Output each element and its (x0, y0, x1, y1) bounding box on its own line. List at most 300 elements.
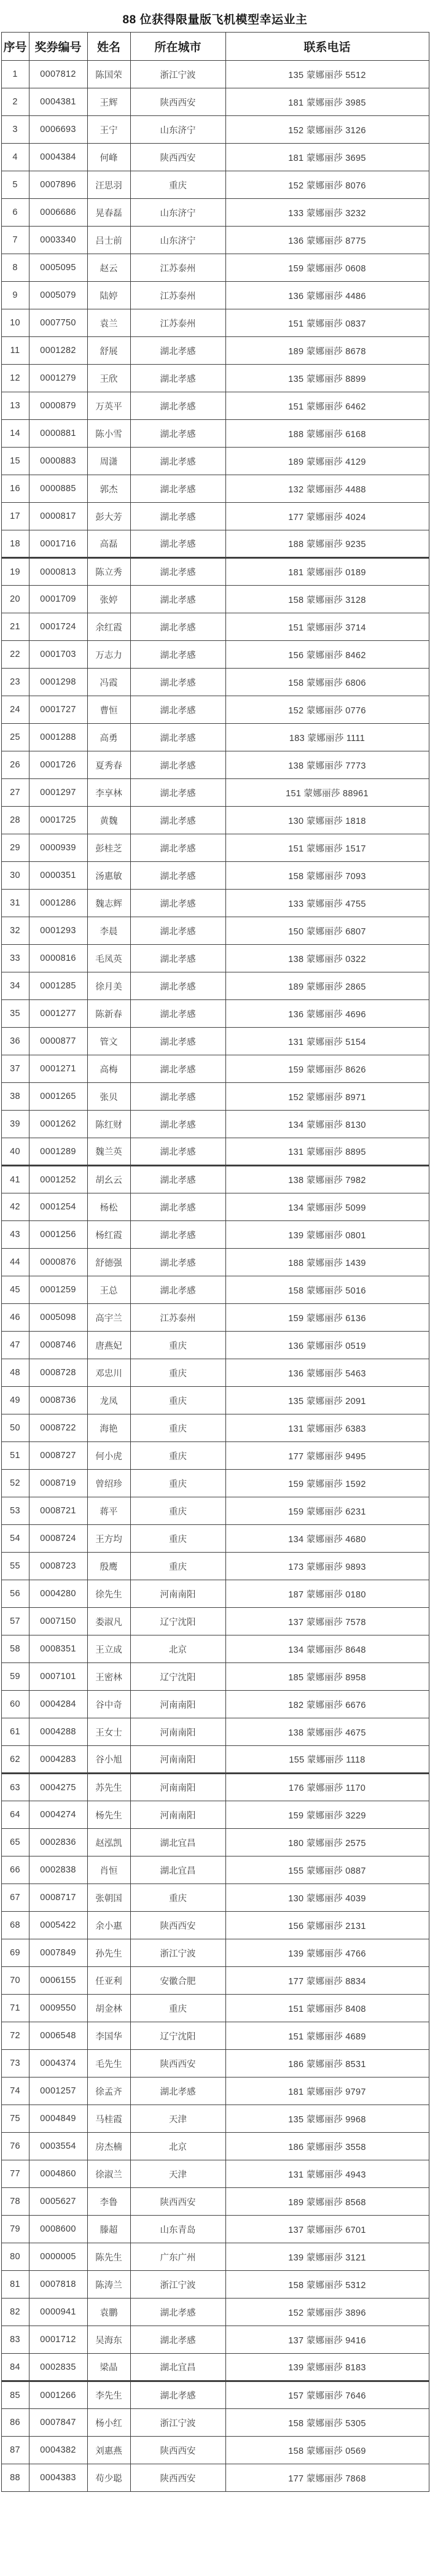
cell-phone: 188 蒙娜丽莎 6168 (225, 420, 429, 448)
cell-phone: 151 蒙娜丽莎 4689 (225, 2022, 429, 2050)
cell-phone: 134 蒙娜丽莎 8648 (225, 1635, 429, 1663)
cell-city: 湖北孝感 (130, 392, 225, 420)
cell-name: 李晨 (87, 917, 130, 945)
cell-city: 湖北孝感 (130, 972, 225, 1000)
cell-name: 高磊 (87, 530, 130, 558)
cell-city: 湖北孝感 (130, 669, 225, 696)
cell-name: 谷中奇 (87, 1691, 130, 1718)
cell-index: 32 (1, 917, 29, 945)
cell-index: 71 (1, 1995, 29, 2022)
cell-name: 余小惠 (87, 1912, 130, 1939)
table-row (1, 2105, 429, 2133)
table-row (1, 2437, 429, 2464)
cell-phone: 189 蒙娜丽莎 8678 (225, 337, 429, 365)
cell-index: 14 (1, 420, 29, 448)
winners-table (1, 32, 429, 2492)
cell-name: 王欣 (87, 365, 130, 392)
cell-phone: 159 蒙娜丽莎 1592 (225, 1470, 429, 1497)
cell-name: 毛凤英 (87, 945, 130, 972)
table-row (1, 1829, 429, 1856)
cell-city: 湖北孝感 (130, 1111, 225, 1138)
cell-name: 杨松 (87, 1193, 130, 1221)
cell-index: 11 (1, 337, 29, 365)
table-row (1, 309, 429, 337)
cell-ticket-number: 0009550 (29, 1995, 87, 2022)
cell-phone: 189 蒙娜丽莎 8568 (225, 2188, 429, 2216)
cell-name: 袁兰 (87, 309, 130, 337)
cell-ticket-number: 0008600 (29, 2216, 87, 2243)
cell-index: 2 (1, 88, 29, 116)
cell-ticket-number: 0001252 (29, 1166, 87, 1193)
cell-index: 47 (1, 1332, 29, 1359)
cell-ticket-number: 0001285 (29, 972, 87, 1000)
cell-name: 何峰 (87, 144, 130, 171)
cell-index: 88 (1, 2464, 29, 2492)
cell-name: 滕超 (87, 2216, 130, 2243)
cell-index: 46 (1, 1304, 29, 1332)
cell-phone: 152 蒙娜丽莎 3126 (225, 116, 429, 144)
cell-ticket-number: 0001725 (29, 807, 87, 834)
cell-name: 任亚利 (87, 1967, 130, 1995)
cell-ticket-number: 0005098 (29, 1304, 87, 1332)
cell-name: 魏志辉 (87, 890, 130, 917)
cell-phone: 177 蒙娜丽莎 4024 (225, 503, 429, 530)
cell-city: 湖北孝感 (130, 2326, 225, 2354)
cell-name: 高宇兰 (87, 1304, 130, 1332)
cell-name: 王辉 (87, 88, 130, 116)
cell-phone: 186 蒙娜丽莎 8531 (225, 2050, 429, 2077)
cell-phone: 135 蒙娜丽莎 2091 (225, 1387, 429, 1414)
table-row (1, 282, 429, 309)
cell-index: 54 (1, 1525, 29, 1553)
cell-city: 浙江宁波 (130, 1939, 225, 1967)
cell-city: 湖北孝感 (130, 917, 225, 945)
cell-index: 12 (1, 365, 29, 392)
cell-ticket-number: 0005079 (29, 282, 87, 309)
cell-name: 张贝 (87, 1083, 130, 1111)
cell-index: 57 (1, 1608, 29, 1635)
cell-city: 重庆 (130, 1525, 225, 1553)
cell-ticket-number: 0007150 (29, 1608, 87, 1635)
cell-index: 16 (1, 475, 29, 503)
cell-index: 29 (1, 834, 29, 862)
cell-index: 20 (1, 586, 29, 613)
page-title-bar (0, 0, 430, 32)
cell-city: 陕西西安 (130, 2437, 225, 2464)
cell-name: 徐月美 (87, 972, 130, 1000)
cell-ticket-number: 0000881 (29, 420, 87, 448)
cell-phone: 156 蒙娜丽莎 8462 (225, 641, 429, 669)
cell-name: 王方均 (87, 1525, 130, 1553)
cell-phone: 181 蒙娜丽莎 9797 (225, 2077, 429, 2105)
cell-phone: 151 蒙娜丽莎 8408 (225, 1995, 429, 2022)
table-row (1, 558, 429, 586)
header-row (1, 33, 429, 61)
cell-name: 杨小红 (87, 2409, 130, 2437)
cell-index: 67 (1, 1884, 29, 1912)
cell-phone: 137 蒙娜丽莎 6701 (225, 2216, 429, 2243)
cell-name: 夏秀春 (87, 751, 130, 779)
cell-index: 7 (1, 227, 29, 254)
cell-name: 高勇 (87, 724, 130, 751)
cell-city: 北京 (130, 2133, 225, 2160)
table-row (1, 807, 429, 834)
cell-city: 陕西西安 (130, 88, 225, 116)
table-row (1, 144, 429, 171)
cell-name: 赵云 (87, 254, 130, 282)
cell-city: 江苏泰州 (130, 282, 225, 309)
cell-index: 73 (1, 2050, 29, 2077)
table-row (1, 1691, 429, 1718)
cell-city: 重庆 (130, 1359, 225, 1387)
cell-city: 江苏泰州 (130, 254, 225, 282)
cell-index: 55 (1, 1553, 29, 1580)
cell-city: 湖北孝感 (130, 1028, 225, 1055)
cell-name: 肖恒 (87, 1856, 130, 1884)
cell-ticket-number: 0002836 (29, 1829, 87, 1856)
cell-ticket-number: 0004381 (29, 88, 87, 116)
cell-phone: 159 蒙娜丽莎 3229 (225, 1801, 429, 1829)
cell-city: 湖北孝感 (130, 641, 225, 669)
table-row (1, 475, 429, 503)
cell-index: 60 (1, 1691, 29, 1718)
cell-phone: 130 蒙娜丽莎 1818 (225, 807, 429, 834)
page-title: 88 位获得限量版飞机模型幸运业主 (122, 13, 308, 26)
cell-name: 余红霞 (87, 613, 130, 641)
table-row (1, 1276, 429, 1304)
cell-ticket-number: 0001259 (29, 1276, 87, 1304)
cell-phone: 138 蒙娜丽莎 7773 (225, 751, 429, 779)
column-header-name: 姓名 (87, 33, 130, 61)
cell-city: 湖北孝感 (130, 1166, 225, 1193)
cell-city: 广东广州 (130, 2243, 225, 2271)
table-row (1, 972, 429, 1000)
cell-city: 江苏泰州 (130, 1304, 225, 1332)
cell-city: 重庆 (130, 1470, 225, 1497)
cell-phone: 158 蒙娜丽莎 5312 (225, 2271, 429, 2299)
cell-phone: 152 蒙娜丽莎 0776 (225, 696, 429, 724)
table-row (1, 1028, 429, 1055)
cell-name: 晃春磊 (87, 199, 130, 227)
cell-city: 湖北孝感 (130, 448, 225, 475)
cell-name: 张朝国 (87, 1884, 130, 1912)
column-header-city: 所在城市 (130, 33, 225, 61)
cell-ticket-number: 0000005 (29, 2243, 87, 2271)
cell-ticket-number: 0007818 (29, 2271, 87, 2299)
winners-table-body (1, 61, 429, 2492)
cell-index: 84 (1, 2354, 29, 2381)
cell-city: 湖北孝感 (130, 1083, 225, 1111)
cell-name: 李先生 (87, 2381, 130, 2409)
cell-index: 31 (1, 890, 29, 917)
cell-ticket-number: 0001254 (29, 1193, 87, 1221)
cell-name: 胡金林 (87, 1995, 130, 2022)
cell-ticket-number: 0004274 (29, 1801, 87, 1829)
cell-ticket-number: 0001298 (29, 669, 87, 696)
cell-phone: 136 蒙娜丽莎 4486 (225, 282, 429, 309)
cell-phone: 177 蒙娜丽莎 7868 (225, 2464, 429, 2492)
cell-phone: 131 蒙娜丽莎 6383 (225, 1414, 429, 1442)
cell-phone: 138 蒙娜丽莎 0322 (225, 945, 429, 972)
cell-name: 李享林 (87, 779, 130, 807)
cell-index: 15 (1, 448, 29, 475)
cell-name: 谷小旭 (87, 1746, 130, 1774)
cell-phone: 180 蒙娜丽莎 2575 (225, 1829, 429, 1856)
cell-index: 86 (1, 2409, 29, 2437)
cell-city: 湖北孝感 (130, 724, 225, 751)
cell-city: 重庆 (130, 1497, 225, 1525)
cell-city: 湖北孝感 (130, 945, 225, 972)
cell-ticket-number: 0006155 (29, 1967, 87, 1995)
cell-index: 52 (1, 1470, 29, 1497)
table-row (1, 779, 429, 807)
cell-index: 85 (1, 2381, 29, 2409)
cell-index: 37 (1, 1055, 29, 1083)
cell-name: 曾绍珍 (87, 1470, 130, 1497)
cell-name: 赵泓凯 (87, 1829, 130, 1856)
cell-index: 68 (1, 1912, 29, 1939)
cell-phone: 158 蒙娜丽莎 0569 (225, 2437, 429, 2464)
column-header-ticket: 奖券编号 (29, 33, 87, 61)
cell-name: 陈先生 (87, 2243, 130, 2271)
cell-name: 李鲁 (87, 2188, 130, 2216)
cell-city: 湖北孝感 (130, 1276, 225, 1304)
cell-city: 湖北孝感 (130, 751, 225, 779)
cell-index: 78 (1, 2188, 29, 2216)
cell-index: 4 (1, 144, 29, 171)
cell-city: 湖北宜昌 (130, 1829, 225, 1856)
cell-phone: 181 蒙娜丽莎 0189 (225, 558, 429, 586)
cell-phone: 188 蒙娜丽莎 1439 (225, 1249, 429, 1276)
cell-phone: 137 蒙娜丽莎 9416 (225, 2326, 429, 2354)
cell-phone: 151 蒙娜丽莎 3714 (225, 613, 429, 641)
table-row (1, 1387, 429, 1414)
cell-index: 44 (1, 1249, 29, 1276)
cell-name: 管文 (87, 1028, 130, 1055)
cell-name: 周潇 (87, 448, 130, 475)
table-row (1, 1635, 429, 1663)
table-row (1, 1553, 429, 1580)
cell-ticket-number: 0008351 (29, 1635, 87, 1663)
cell-ticket-number: 0000941 (29, 2299, 87, 2326)
table-row (1, 724, 429, 751)
cell-phone: 139 蒙娜丽莎 0801 (225, 1221, 429, 1249)
cell-name: 何小虎 (87, 1442, 130, 1470)
cell-ticket-number: 0000879 (29, 392, 87, 420)
cell-ticket-number: 0005422 (29, 1912, 87, 1939)
cell-city: 重庆 (130, 1995, 225, 2022)
cell-phone: 152 蒙娜丽莎 8076 (225, 171, 429, 199)
cell-index: 41 (1, 1166, 29, 1193)
table-row (1, 1332, 429, 1359)
cell-name: 马桂霞 (87, 2105, 130, 2133)
cell-phone: 134 蒙娜丽莎 8130 (225, 1111, 429, 1138)
table-row (1, 2050, 429, 2077)
cell-index: 38 (1, 1083, 29, 1111)
table-row (1, 641, 429, 669)
cell-ticket-number: 0008717 (29, 1884, 87, 1912)
table-row (1, 530, 429, 558)
cell-city: 湖北孝感 (130, 834, 225, 862)
cell-city: 湖北孝感 (130, 890, 225, 917)
cell-index: 40 (1, 1138, 29, 1166)
cell-name: 海艳 (87, 1414, 130, 1442)
cell-city: 安徽合肥 (130, 1967, 225, 1995)
cell-name: 杨先生 (87, 1801, 130, 1829)
cell-name: 苟少聪 (87, 2464, 130, 2492)
cell-index: 62 (1, 1746, 29, 1774)
cell-index: 63 (1, 1774, 29, 1801)
cell-city: 浙江宁波 (130, 2409, 225, 2437)
cell-city: 河南南阳 (130, 1580, 225, 1608)
cell-ticket-number: 0001282 (29, 337, 87, 365)
cell-name: 陈立秀 (87, 558, 130, 586)
cell-ticket-number: 0004283 (29, 1746, 87, 1774)
cell-city: 山东济宁 (130, 227, 225, 254)
table-row (1, 1497, 429, 1525)
cell-name: 彭大芳 (87, 503, 130, 530)
cell-city: 湖北宜昌 (130, 1856, 225, 1884)
table-row (1, 613, 429, 641)
cell-index: 3 (1, 116, 29, 144)
cell-name: 房杰楠 (87, 2133, 130, 2160)
cell-index: 51 (1, 1442, 29, 1470)
cell-ticket-number: 0001288 (29, 724, 87, 751)
table-row (1, 1663, 429, 1691)
cell-ticket-number: 0004384 (29, 144, 87, 171)
cell-ticket-number: 0000876 (29, 1249, 87, 1276)
cell-phone: 188 蒙娜丽莎 9235 (225, 530, 429, 558)
cell-phone: 138 蒙娜丽莎 7982 (225, 1166, 429, 1193)
cell-city: 湖北孝感 (130, 586, 225, 613)
table-row (1, 890, 429, 917)
table-row (1, 254, 429, 282)
cell-city: 湖北孝感 (130, 503, 225, 530)
table-row (1, 1138, 429, 1166)
cell-name: 毛先生 (87, 2050, 130, 2077)
cell-city: 湖北孝感 (130, 1249, 225, 1276)
cell-phone: 152 蒙娜丽莎 3896 (225, 2299, 429, 2326)
cell-phone: 151 蒙娜丽莎 0837 (225, 309, 429, 337)
cell-index: 43 (1, 1221, 29, 1249)
cell-city: 辽宁沈阳 (130, 2022, 225, 2050)
cell-ticket-number: 0001277 (29, 1000, 87, 1028)
cell-ticket-number: 0004860 (29, 2160, 87, 2188)
table-row (1, 1746, 429, 1774)
cell-index: 24 (1, 696, 29, 724)
cell-name: 蒋平 (87, 1497, 130, 1525)
cell-index: 76 (1, 2133, 29, 2160)
cell-phone: 177 蒙娜丽莎 9495 (225, 1442, 429, 1470)
cell-index: 26 (1, 751, 29, 779)
cell-index: 75 (1, 2105, 29, 2133)
table-row (1, 945, 429, 972)
cell-ticket-number: 0007812 (29, 61, 87, 88)
cell-index: 59 (1, 1663, 29, 1691)
cell-ticket-number: 0004383 (29, 2464, 87, 2492)
cell-ticket-number: 0001257 (29, 2077, 87, 2105)
cell-city: 湖北孝感 (130, 862, 225, 890)
table-row (1, 503, 429, 530)
cell-phone: 186 蒙娜丽莎 3558 (225, 2133, 429, 2160)
table-row (1, 751, 429, 779)
cell-city: 山东济宁 (130, 199, 225, 227)
cell-name: 陈小雪 (87, 420, 130, 448)
table-row (1, 1359, 429, 1387)
cell-city: 河南南阳 (130, 1801, 225, 1829)
cell-city: 陕西西安 (130, 2464, 225, 2492)
cell-ticket-number: 0001271 (29, 1055, 87, 1083)
table-row (1, 1221, 429, 1249)
cell-index: 39 (1, 1111, 29, 1138)
cell-ticket-number: 0007896 (29, 171, 87, 199)
table-row (1, 862, 429, 890)
cell-name: 袁鹏 (87, 2299, 130, 2326)
table-row (1, 2326, 429, 2354)
cell-ticket-number: 0004374 (29, 2050, 87, 2077)
cell-ticket-number: 0007750 (29, 309, 87, 337)
table-row (1, 2299, 429, 2326)
cell-name: 郭杰 (87, 475, 130, 503)
cell-name: 汤惠敏 (87, 862, 130, 890)
cell-index: 10 (1, 309, 29, 337)
cell-ticket-number: 0003340 (29, 227, 87, 254)
cell-city: 重庆 (130, 1442, 225, 1470)
cell-city: 陕西西安 (130, 2188, 225, 2216)
table-row (1, 2409, 429, 2437)
cell-city: 湖北孝感 (130, 558, 225, 586)
cell-index: 69 (1, 1939, 29, 1967)
cell-ticket-number: 0000816 (29, 945, 87, 972)
cell-index: 81 (1, 2271, 29, 2299)
cell-phone: 135 蒙娜丽莎 5512 (225, 61, 429, 88)
cell-name: 王宁 (87, 116, 130, 144)
cell-name: 万志力 (87, 641, 130, 669)
cell-ticket-number: 0002838 (29, 1856, 87, 1884)
cell-phone: 151 蒙娜丽莎 6462 (225, 392, 429, 420)
cell-index: 21 (1, 613, 29, 641)
cell-name: 陈涛兰 (87, 2271, 130, 2299)
cell-ticket-number: 0008719 (29, 1470, 87, 1497)
cell-name: 黄魏 (87, 807, 130, 834)
cell-phone: 139 蒙娜丽莎 3121 (225, 2243, 429, 2271)
cell-phone: 133 蒙娜丽莎 4755 (225, 890, 429, 917)
cell-index: 58 (1, 1635, 29, 1663)
cell-ticket-number: 0001712 (29, 2326, 87, 2354)
cell-index: 27 (1, 779, 29, 807)
cell-phone: 156 蒙娜丽莎 2131 (225, 1912, 429, 1939)
cell-city: 天津 (130, 2160, 225, 2188)
cell-name: 魏兰英 (87, 1138, 130, 1166)
cell-ticket-number: 0004382 (29, 2437, 87, 2464)
cell-city: 湖北孝感 (130, 1138, 225, 1166)
cell-city: 陕西西安 (130, 144, 225, 171)
cell-phone: 130 蒙娜丽莎 4039 (225, 1884, 429, 1912)
table-row (1, 1193, 429, 1221)
table-row (1, 61, 429, 88)
table-row (1, 1525, 429, 1553)
table-row (1, 337, 429, 365)
cell-ticket-number: 0004849 (29, 2105, 87, 2133)
table-row (1, 1470, 429, 1497)
table-row (1, 917, 429, 945)
cell-name: 舒展 (87, 337, 130, 365)
cell-index: 79 (1, 2216, 29, 2243)
cell-index: 53 (1, 1497, 29, 1525)
cell-ticket-number: 0001256 (29, 1221, 87, 1249)
cell-name: 徐孟齐 (87, 2077, 130, 2105)
cell-ticket-number: 0004280 (29, 1580, 87, 1608)
